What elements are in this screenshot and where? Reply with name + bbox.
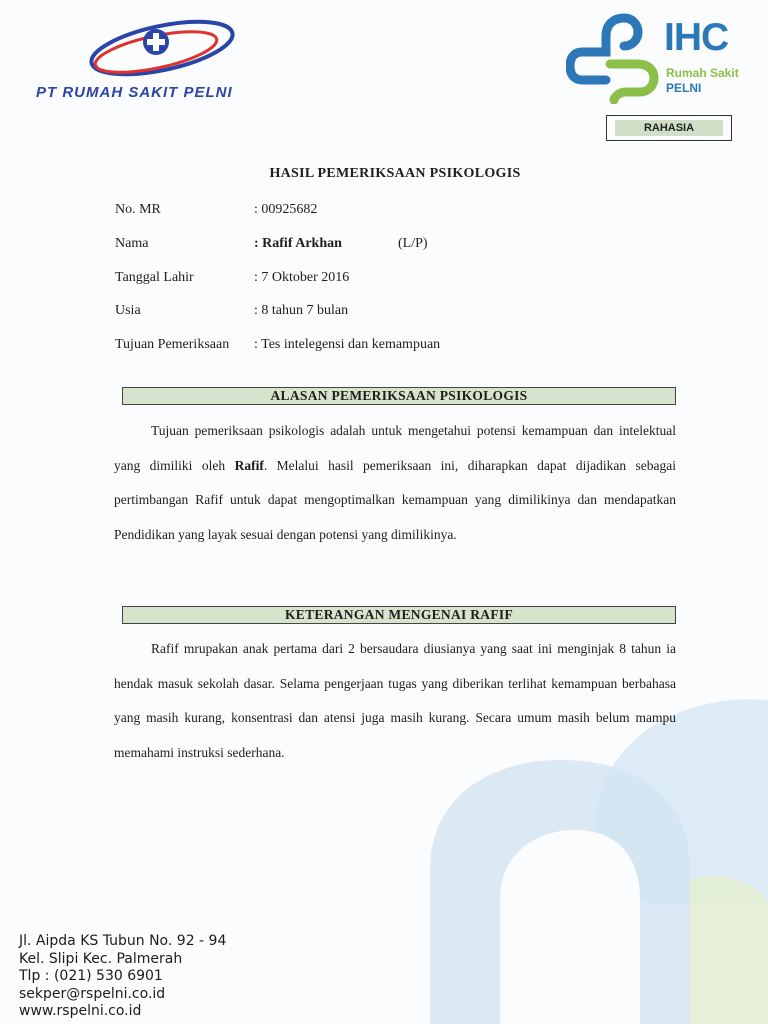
field-label-mr: No. MR <box>115 202 161 217</box>
ihc-logo-subtitle: Rumah Sakit <box>666 66 739 80</box>
reason-text-name: Rafif <box>234 457 264 473</box>
footer-street: Jl. Aipda KS Tubun No. 92 - 94 <box>19 933 227 949</box>
field-value-dob: : 7 Oktober 2016 <box>254 270 350 285</box>
field-label-age: Usia <box>115 303 141 318</box>
reason-text-start: Tujuan pemeriksaan psikologis adalah untuk mengetahui potensi kemampuan dan intelektual yang dimiliki oleh <box>114 423 676 473</box>
footer-district: Kel. Slipi Kec. Palmerah <box>19 950 183 967</box>
ihc-logo-mark <box>566 12 662 104</box>
confidential-label: RAHASIA <box>615 120 723 136</box>
ihc-logo-title: IHC <box>664 16 729 59</box>
field-label-purpose: Tujuan Pemeriksaan <box>115 337 230 352</box>
field-value-mr: : 00925682 <box>254 202 318 217</box>
footer-email: sekper@rspelni.co.id <box>19 985 166 1002</box>
footer-address <box>19 933 226 1021</box>
field-value-name: : Rafif Arkhan <box>254 236 342 251</box>
section-body-about <box>114 632 676 770</box>
confidential-badge <box>606 115 732 141</box>
about-text: Rafif mrupakan anak pertama dari 2 bersaudara diusianya yang saat ini menginjak 8 tahun ia hendak masuk sekolah dasar. Selama pengerjaan tugas yang diberikan terlihat kemampuan berbahasa yang masih kurang, konsentrasi dan atensi juga masih kurang. Secara umum masih belum mampu memahami instruksi sederhana. <box>114 641 676 760</box>
pelni-logo <box>80 12 240 84</box>
field-value-age: : 8 tahun 7 bulan <box>254 303 349 318</box>
document-title: HASIL PEMERIKSAAN PSIKOLOGIS <box>269 166 521 181</box>
field-value-purpose: : Tes intelegensi dan kemampuan <box>254 337 441 352</box>
field-gender: (L/P) <box>398 236 428 251</box>
section-body-reason <box>114 414 676 552</box>
section-heading-reason: ALASAN PEMERIKSAAN PSIKOLOGIS <box>122 387 676 405</box>
footer-website: www.rspelni.co.id <box>19 1003 142 1019</box>
reason-text-end: . Melalui hasil pemeriksaan ini, diharapkan dapat dijadikan sebagai pertimbangan Rafif untuk dapat mengoptimalkan kemampuan yang dimilikinya dan mendapatkan Pendidikan yang layak sesuai dengan potensi yang dimilikinya. <box>114 457 676 542</box>
section-heading-about: KETERANGAN MENGENAI RAFIF <box>122 606 676 624</box>
footer-phone: Tlp : (021) 530 6901 <box>19 968 163 984</box>
ihc-logo-pelni: PELNI <box>666 81 702 95</box>
pelni-logo-text: PT RUMAH SAKIT PELNI <box>36 84 233 101</box>
field-label-name: Nama <box>115 236 149 251</box>
field-label-dob: Tanggal Lahir <box>115 270 194 285</box>
